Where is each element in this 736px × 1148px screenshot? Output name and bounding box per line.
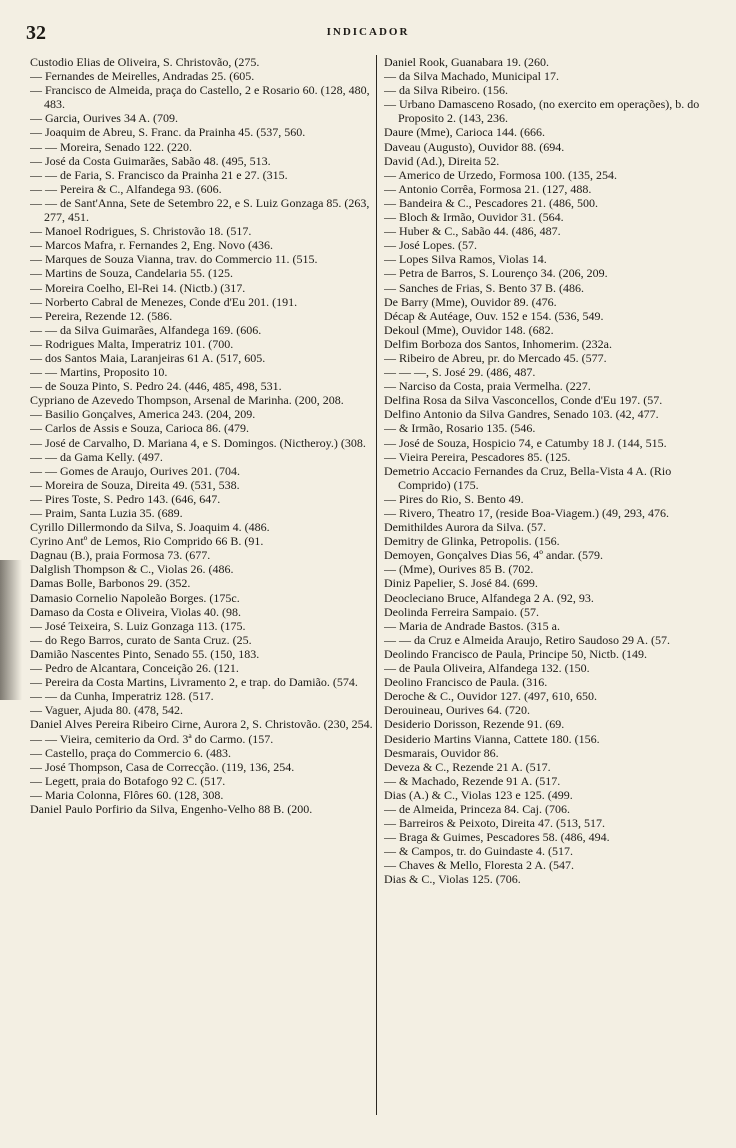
directory-entry: — Pereira da Costa Martins, Livramento 2, e trap. do Damião. (574. [30,675,358,690]
directory-entry: Deveza & C., Rezende 21 A. (517. [384,759,551,774]
directory-entry: Daniel Paulo Porfirio da Silva, Engenho-Velho 88 B. (200. [30,801,313,816]
directory-entry: — Bandeira & C., Pescadores 21. (486, 500. [384,195,598,210]
directory-entry: Damas Bolle, Barbonos 29. (352. [30,576,191,591]
directory-entry: — José Thompson, Casa de Correcção. (119, 136, 254. [30,759,295,774]
right-column [384,55,714,887]
page-body [24,55,718,1115]
directory-entry: — Pereira, Rezende 12. (586. [30,308,173,323]
directory-entry: — — da Gama Kelly. (497. [30,449,163,464]
directory-entry: — Urbano Damasceno Rosado, (no exercito em operações), b. do Proposito 2. (143, 236. [384,97,700,126]
directory-entry: — — de Sant'Anna, Sete de Setembro 22, e S. Luiz Gonzaga 85. (263, 277, 451. [30,195,370,225]
directory-entry: Daniel Rook, Guanabara 19. (260. [384,55,549,69]
directory-entry: — Rivero, Theatro 17, (reside Boa-Viagem.) (49, 293, 476. [384,506,669,520]
directory-entry: — Huber & C., Sabão 44. (486, 487. [384,224,561,239]
directory-entry: Cyrino Antº de Lemos, Rio Comprido 66 B. (91. [30,534,264,549]
directory-entry: — Pedro de Alcantara, Conceição 26. (121. [30,661,239,676]
directory-entry: — Norberto Cabral de Menezes, Conde d'Eu 201. (191. [30,294,298,309]
directory-entry: De Barry (Mme), Ouvidor 89. (476. [384,294,557,309]
directory-entry: Deolino Francisco de Paula. (316. [384,675,548,690]
page-header [26,22,710,44]
directory-entry: — Vaguer, Ajuda 80. (478, 542. [30,703,183,718]
directory-entry: — — —, S. José 29. (486, 487. [384,365,536,380]
page-title: INDICADOR [326,26,410,38]
directory-entry: — Ribeiro de Abreu, pr. do Mercado 45. (577. [384,350,607,365]
directory-entry: Delfim Borboza dos Santos, Inhomerim. (232a. [384,336,612,351]
directory-entry: — Barreiros & Peixoto, Direita 47. (513, 517. [384,816,605,831]
directory-entry: — Moreira de Souza, Direita 49. (531, 538. [30,477,240,492]
directory-entry: — Vieira Pereira, Pescadores 85. (125. [384,449,571,464]
directory-entry: — Maria de Andrade Bastos. (315 a. [384,618,560,633]
directory-entry: — — da Cunha, Imperatriz 128. (517. [30,689,214,704]
directory-entry: Demoyen, Gonçalves Dias 56, 4º andar. (579. [384,548,603,563]
directory-entry: — — Gomes de Araujo, Ourives 201. (704. [30,463,240,478]
directory-entry: — — Pereira & C., Alfandega 93. (606. [30,181,222,196]
directory-entry: Dias (A.) & C., Violas 123 e 125. (499. [384,787,573,802]
directory-entry: Desiderio Martins Vianna, Cattete 180. (156. [384,731,600,746]
page-edge-shadow [0,560,22,700]
directory-entry: Desiderio Dorisson, Rezende 91. (69. [384,717,565,732]
directory-entry: — Manoel Rodrigues, S. Christovão 18. (517. [30,224,252,239]
directory-entry: — Marcos Mafra, r. Fernandes 2, Eng. Novo (436. [30,238,273,253]
directory-entry: Delfino Antonio da Silva Gandres, Senado 103. (42, 477. [384,407,659,422]
directory-entry: Custodio Elias de Oliveira, S. Christovão, (275. [30,55,260,69]
directory-entry: Deolinda Ferreira Sampaio. (57. [384,604,539,619]
directory-entry: Demetrio Accacio Fernandes da Cruz, Bella-Vista 4 A. (Rio Comprido) (175. [384,463,672,492]
directory-entry: Derouineau, Ourives 64. (720. [384,703,530,718]
directory-entry: Damaso da Costa e Oliveira, Violas 40. (98. [30,604,242,619]
directory-entry: — Antonio Corrêa, Formosa 21. (127, 488. [384,181,592,196]
directory-entry: — Braga & Guimes, Pescadores 58. (486, 494. [384,830,610,845]
directory-entry: Diniz Papelier, S. José 84. (699. [384,576,538,591]
directory-entry: — Carlos de Assis e Souza, Carioca 86. (479. [30,421,249,436]
directory-entry: Daure (Mme), Carioca 144. (666. [384,125,545,140]
directory-entry: David (Ad.), Direita 52. [384,153,500,168]
directory-entry: — — de Faria, S. Francisco da Prainha 21 e 27. (315. [30,167,288,182]
directory-entry: Deocleciano Bruce, Alfandega 2 A. (92, 93. [384,590,594,605]
directory-entry: Dagnau (B.), praia Formosa 73. (677. [30,548,211,563]
directory-entry: — Pires do Rio, S. Bento 49. [384,491,524,506]
directory-entry: — Maria Colonna, Flôres 60. (128, 308. [30,787,224,802]
directory-entry: Desmarais, Ouvidor 86. [384,745,499,760]
directory-entry: — Rodrigues Malta, Imperatriz 101. (700. [30,336,234,351]
directory-entry: — Francisco de Almeida, praça do Castello, 2 e Rosario 60. (128, 480, 483. [30,83,370,112]
directory-entry: — — da Cruz e Almeida Araujo, Retiro Saudoso 29 A. (57. [384,632,670,647]
directory-entry: — — Martins, Proposito 10. [30,365,168,380]
directory-entry: — da Silva Machado, Municipal 17. [384,69,559,84]
directory-entry: Demitry de Glinka, Petropolis. (156. [384,534,560,549]
directory-entry: — José de Souza, Hospicio 74, e Catumby 18 J. (144, 515. [384,435,667,450]
directory-entry: — (Mme), Ourives 85 B. (702. [384,562,534,577]
directory-entry: — Martins de Souza, Candelaria 55. (125. [30,266,233,281]
directory-entry: Daveau (Augusto), Ouvidor 88. (694. [384,139,565,154]
directory-entry: — Lopes Silva Ramos, Violas 14. [384,252,547,267]
directory-entry: Dekoul (Mme), Ouvidor 148. (682. [384,322,554,337]
directory-entry: — José da Costa Guimarães, Sabão 48. (495, 513. [30,153,271,168]
directory-entry: Demithildes Aurora da Silva. (57. [384,520,546,535]
directory-entry: — Bloch & Irmão, Ouvidor 31. (564. [384,210,564,225]
directory-entry: Deroche & C., Ouvidor 127. (497, 610, 650. [384,689,597,704]
directory-entry: — Marques de Souza Vianna, trav. do Commercio 11. (515. [30,252,318,267]
directory-entry: — José de Carvalho, D. Mariana 4, e S. Domingos. (Nictheroy.) (308. [30,435,366,450]
directory-entry: Cypriano de Azevedo Thompson, Arsenal de Marinha. (200, 208. [30,393,344,408]
directory-entry: — & Irmão, Rosario 135. (546. [384,421,536,436]
directory-entry: Deolindo Francisco de Paula, Principe 50, Nictb. (149. [384,646,647,661]
directory-entry: — Legett, praia do Botafogo 92 C. (517. [30,773,226,788]
directory-entry: — de Almeida, Princeza 84. Caj. (706. [384,801,570,816]
left-column [30,55,374,816]
directory-entry: — dos Santos Maia, Laranjeiras 61 A. (517, 605. [30,350,266,365]
directory-entry: Damião Nascentes Pinto, Senado 55. (150, 183. [30,646,260,661]
directory-entry: Damasio Cornelio Napoleão Borges. (175c. [30,590,240,605]
directory-entry: — Castello, praça do Commercio 6. (483. [30,745,231,760]
page-number: 32 [26,22,46,44]
directory-entry: — — Moreira, Senado 122. (220. [30,139,192,154]
directory-entry: Daniel Alves Pereira Ribeiro Cirne, Aurora 2, S. Christovão. (230, 254. [30,717,373,732]
directory-entry: — & Machado, Rezende 91 A. (517. [384,773,561,788]
directory-entry: — Sanches de Frias, S. Bento 37 B. (486. [384,280,584,295]
directory-entry: — Garcia, Ourives 34 A. (709. [30,111,178,126]
directory-entry: — Joaquim de Abreu, S. Franc. da Prainha 45. (537, 560. [30,125,306,140]
directory-entry: Delfina Rosa da Silva Vasconcellos, Conde d'Eu 197. (57. [384,393,663,408]
directory-entry: — do Rego Barros, curato de Santa Cruz. (25. [30,632,252,647]
directory-entry: — da Silva Ribeiro. (156. [384,83,508,98]
directory-entry: — Moreira Coelho, El-Rei 14. (Nictb.) (317. [30,280,246,295]
directory-entry: — — da Silva Guimarães, Alfandega 169. (606. [30,322,262,337]
directory-entry: Cyrillo Dillermondo da Silva, S. Joaquim 4. (486. [30,520,270,535]
directory-entry: Dalglish Thompson & C., Violas 26. (486. [30,562,234,577]
directory-entry: — Pires Toste, S. Pedro 143. (646, 647. [30,491,221,506]
column-divider [376,55,377,1115]
directory-entry: — Chaves & Mello, Floresta 2 A. (547. [384,858,574,873]
directory-entry: — Petra de Barros, S. Lourenço 34. (206, 209. [384,266,608,281]
directory-entry: — Americo de Urzedo, Formosa 100. (135, 254. [384,167,617,182]
directory-entry: — Fernandes de Meirelles, Andradas 25. (605. [30,69,255,84]
directory-entry: Dias & C., Violas 125. (706. [384,872,521,887]
directory-entry: — — Vieira, cemiterio da Ord. 3ª do Carmo. (157. [30,731,274,746]
directory-entry: — José Teixeira, S. Luiz Gonzaga 113. (175. [30,618,246,633]
directory-entry: — de Souza Pinto, S. Pedro 24. (446, 485, 498, 531. [30,379,282,394]
directory-entry: — Basilio Gonçalves, America 243. (204, 209. [30,407,256,422]
directory-entry: — de Paula Oliveira, Alfandega 132. (150. [384,661,590,676]
directory-entry: — José Lopes. (57. [384,238,477,253]
directory-entry: — Praim, Santa Luzia 35. (689. [30,506,183,520]
directory-entry: — Narciso da Costa, praia Vermelha. (227. [384,379,591,394]
directory-entry: — & Campos, tr. do Guindaste 4. (517. [384,844,573,859]
directory-entry: Décap & Autéage, Ouv. 152 e 154. (536, 549. [384,308,604,323]
